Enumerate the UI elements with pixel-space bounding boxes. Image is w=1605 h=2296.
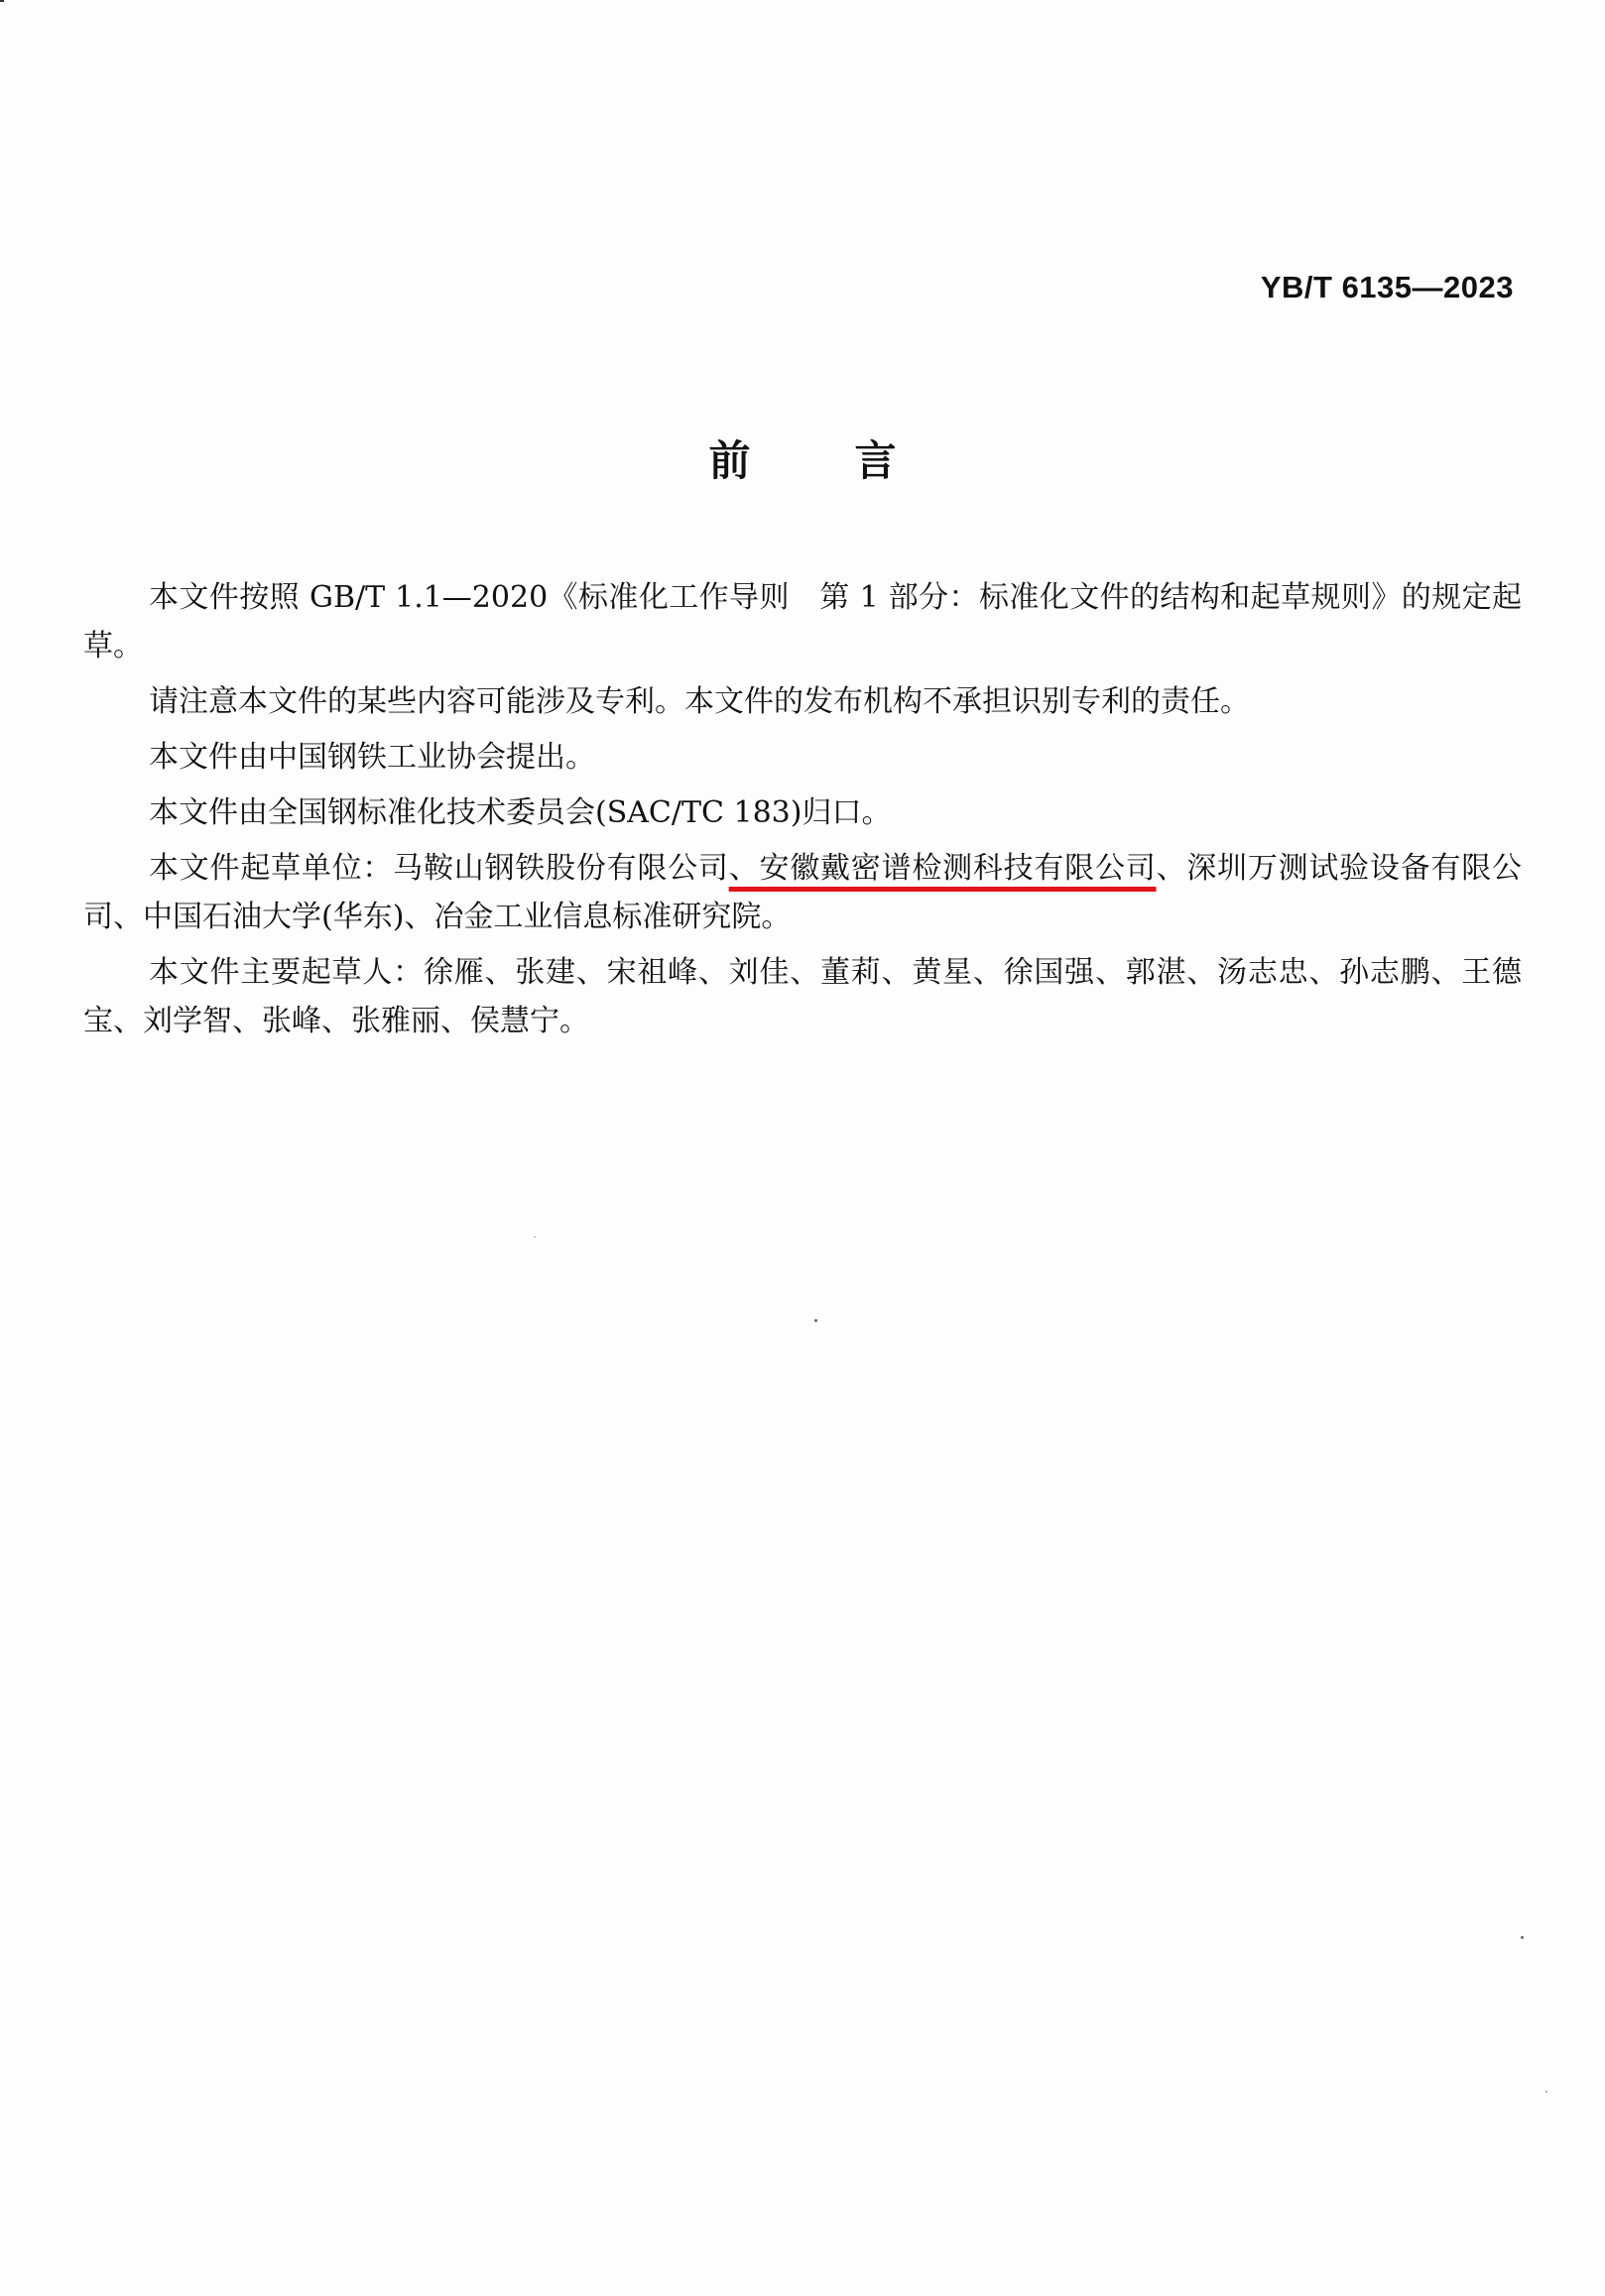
scan-speck [534, 1236, 536, 1238]
paragraph-committee: 本文件由全国钢标准化技术委员会(SAC/TC 183)归口。 [149, 795, 892, 830]
highlighted-company: 、安徽戴密谱检测科技有限公司 [728, 851, 1157, 886]
scan-speck [814, 1319, 817, 1322]
scan-mark [0, 0, 4, 2]
drafting-units-start: 本文件起草单位：马鞍山钢铁股份有限公司 [149, 851, 729, 886]
paragraph-proposer: 本文件由中国钢铁工业协会提出。 [149, 740, 595, 775]
scan-speck [1545, 2091, 1547, 2093]
paragraph-drafters: 本文件主要起草人：徐雁、张建、宋祖峰、刘佳、董莉、黄星、徐国强、郭湛、汤志忠、孙志鹏、王德宝、刘学智、张峰、张雅丽、侯慧宁。 [83, 955, 1522, 1038]
foreword-body [83, 573, 1522, 1045]
standard-number: YB/T 6135—2023 [1260, 270, 1514, 304]
scan-speck [1521, 1936, 1524, 1939]
paragraph-patent-notice: 请注意本文件的某些内容可能涉及专利。本文件的发布机构不承担识别专利的责任。 [149, 684, 1250, 719]
paragraph-drafting-rules: 本文件按照 GB/T 1.1—2020《标准化工作导则 第 1 部分：标准化文件的结构和起草规则》的规定起草。 [83, 580, 1522, 664]
drafting-units-end: 、深圳万测试验设备有限公司、中国石油大学(华东)、冶金工业信息标准研究院。 [83, 851, 1523, 934]
page-title: 前言 [708, 436, 1001, 485]
paragraph-drafting-units [83, 844, 1522, 941]
